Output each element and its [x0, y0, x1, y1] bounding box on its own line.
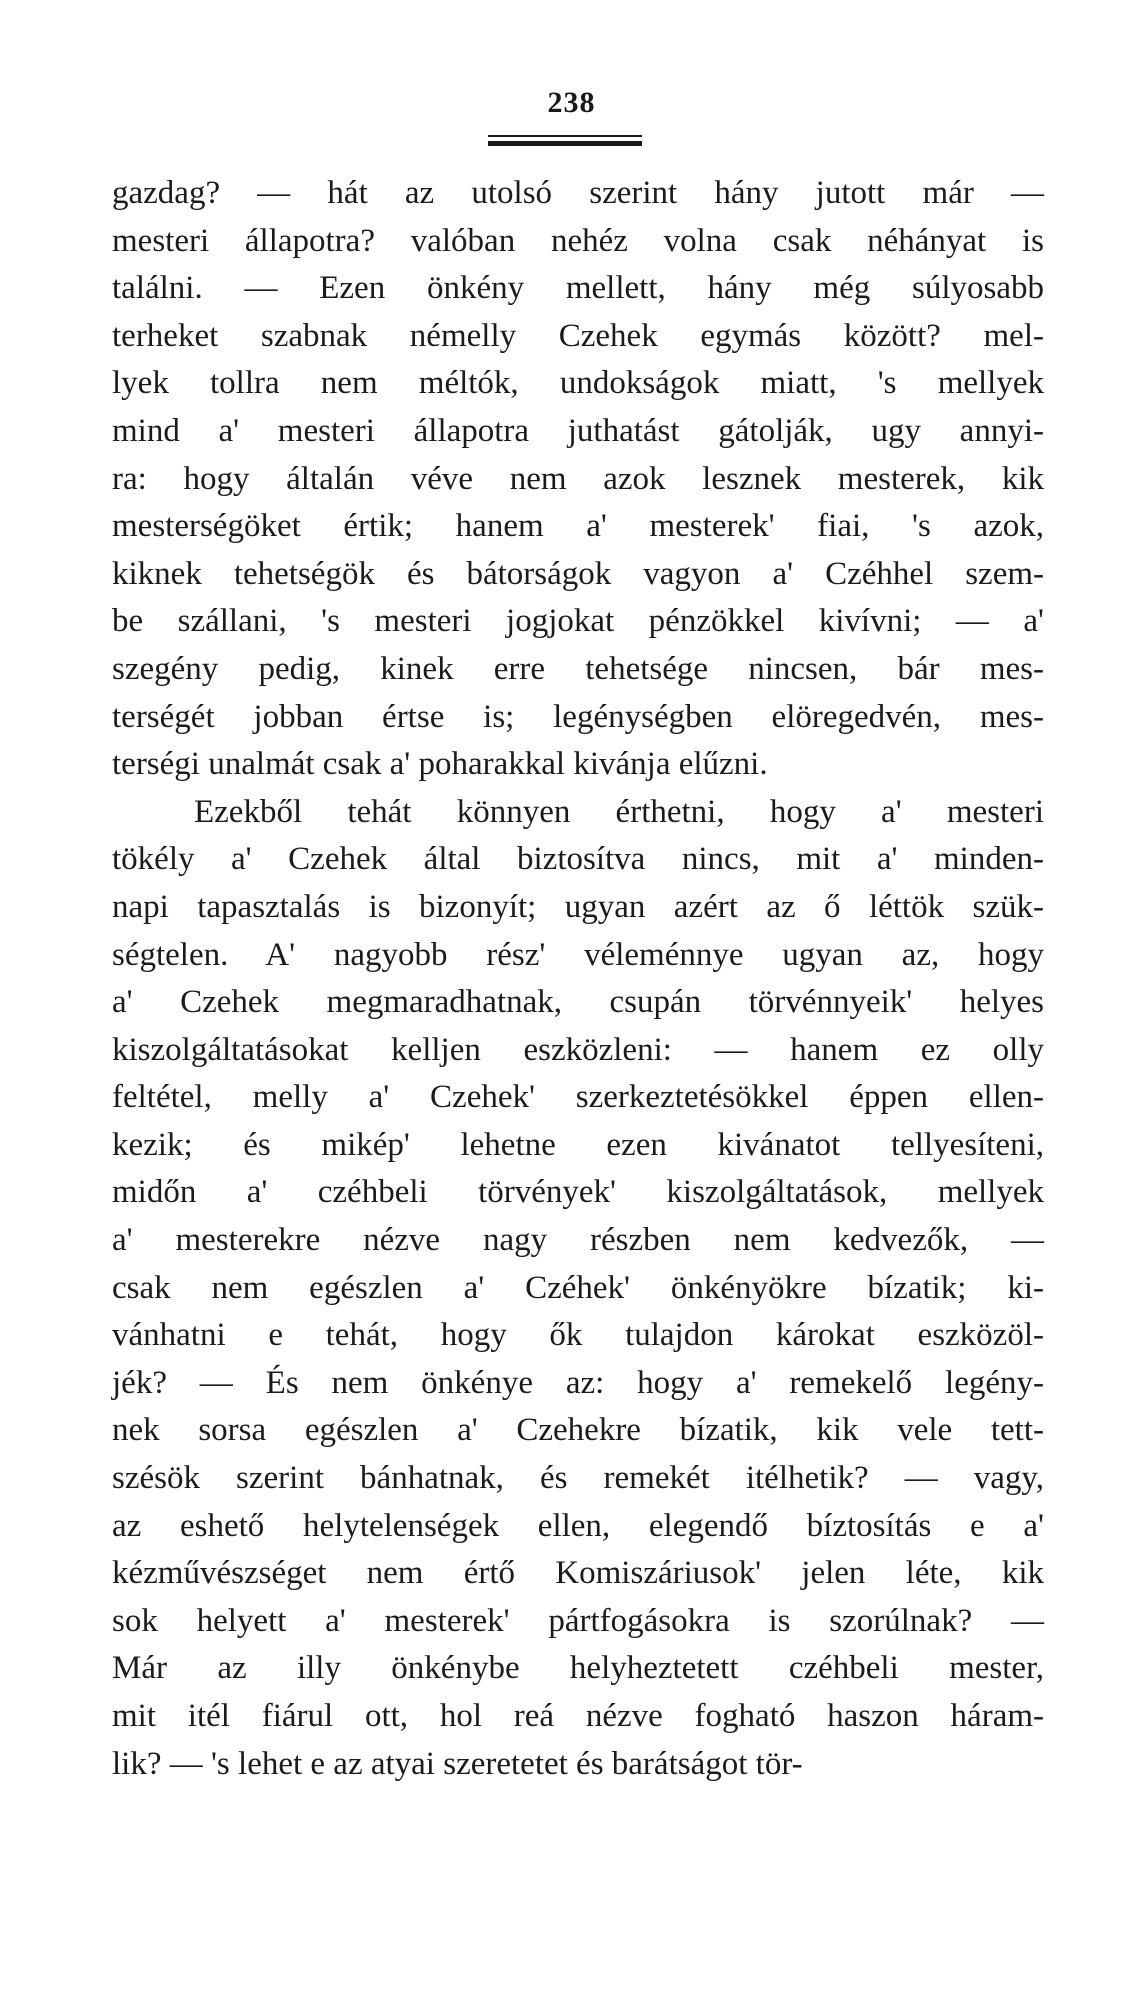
text-line: ra: hogy általán véve nem azok lesznek mesterek, kik	[112, 460, 1044, 497]
text-line: midőn a' czéhbeli törvények' kiszolgáltatások, mellyek	[112, 1174, 1044, 1211]
text-line: ségtelen. A' nagyobb rész' véleménnye ugyan az, hogy	[112, 936, 1044, 973]
text-line: gazdag? — hát az utolsó szerint hány jutott már —	[112, 175, 1044, 211]
text-line: kiszolgáltatásokat kelljen eszközleni: — hanem ez olly	[112, 1031, 1044, 1068]
text-line: mit itél fiárul ott, hol reá nézve fogható haszon háram-	[112, 1698, 1044, 1734]
paragraph-2	[112, 789, 1044, 1788]
text-line: lyek tollra nem méltók, undokságok miatt, 's mellyek	[112, 365, 1044, 402]
text-line: szegény pedig, kinek erre tehetsége nincsen, bár mes-	[112, 650, 1044, 687]
header-rule-thick	[488, 141, 642, 146]
text-line: mesteri állapotra? valóban nehéz volna csak néhányat is	[112, 222, 1044, 259]
page-number: 238	[547, 86, 596, 119]
text-line: jék? — És nem önkénye az: hogy a' remekelő legény-	[112, 1364, 1044, 1401]
text-line: lik? — 's lehet e az atyai szeretetet és barátságot tör-	[112, 1745, 803, 1782]
text-line: Ezekből tehát könnyen érthetni, hogy a' mesteri	[194, 793, 1044, 830]
text-line: terheket szabnak némelly Czehek egymás között? mel-	[112, 317, 1044, 354]
paragraph-1	[112, 170, 1044, 789]
text-line: találni. — Ezen önkény mellett, hány még súlyosabb	[112, 270, 1044, 307]
header-rule-thin	[488, 135, 642, 137]
text-line: kézművészséget nem értő Komiszáriusok' jelen léte, kik	[112, 1555, 1044, 1592]
text-line: nek sorsa egészlen a' Czehekre bízatik, kik vele tett-	[112, 1412, 1044, 1449]
text-line: vánhatni e tehát, hogy ők tulajdon károkat eszközöl-	[112, 1317, 1044, 1354]
text-line: napi tapasztalás is bizonyít; ugyan azért az ő léttök szük-	[112, 888, 1044, 925]
text-line: tökély a' Czehek által biztosítva nincs, mit a' minden-	[112, 841, 1044, 878]
text-line: sok helyett a' mesterek' pártfogásokra is szorúlnak? —	[112, 1602, 1044, 1639]
text-line: be szállani, 's mesteri jogjokat pénzökkel kivívni; — a'	[112, 603, 1044, 640]
body-text	[112, 170, 1044, 1788]
text-line: feltétel, melly a' Czehek' szerkeztetésökkel éppen ellen-	[112, 1079, 1044, 1116]
text-line: terségét jobban értse is; legénységben elöregedvén, mes-	[112, 698, 1044, 735]
text-line: az eshető helytelenségek ellen, elegendő bíztosítás e a'	[112, 1507, 1044, 1544]
text-line: a' mesterekre nézve nagy részben nem kedvezők, —	[112, 1222, 1044, 1259]
text-line: szésök szerint bánhatnak, és remekét itélhetik? — vagy,	[112, 1460, 1044, 1497]
text-line: kezik; és mikép' lehetne ezen kivánatot tellyesíteni,	[112, 1126, 1044, 1163]
text-line: Már az illy önkénybe helyheztetett czéhbeli mester,	[112, 1650, 1044, 1687]
text-line: kiknek tehetségök és bátorságok vagyon a' Czéhhel szem-	[112, 555, 1044, 592]
text-line: a' Czehek megmaradhatnak, csupán törvénnyeik' helyes	[112, 984, 1044, 1021]
text-line: csak nem egészlen a' Czéhek' önkényökre bízatik; ki-	[112, 1269, 1044, 1306]
text-line: terségi unalmát csak a' poharakkal kivánja elűzni.	[112, 746, 768, 783]
text-line: mesterségöket értik; hanem a' mesterek' fiai, 's azok,	[112, 508, 1044, 545]
text-line: mind a' mesteri állapotra juthatást gátolják, ugy annyi-	[112, 412, 1044, 449]
